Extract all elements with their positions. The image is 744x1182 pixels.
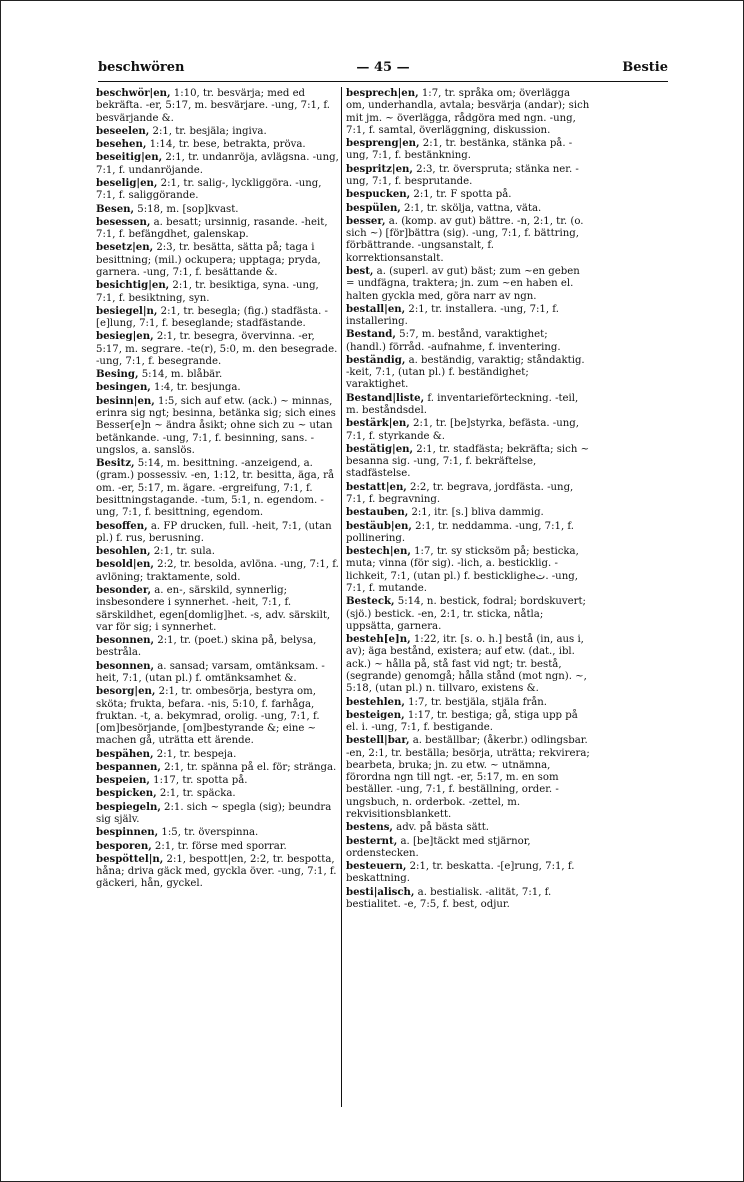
dictionary-entry	[346, 860, 590, 886]
page-number: — 45 —	[356, 60, 410, 75]
entry-headword: bespähen,	[96, 747, 154, 760]
dictionary-entry	[96, 748, 340, 761]
dictionary-entry	[96, 151, 340, 177]
entry-headword: besetz|en,	[96, 241, 154, 254]
entry-definition: 2:1, tr. sula.	[150, 546, 215, 558]
header-rule	[98, 81, 668, 82]
entry-headword: bespreng|en,	[346, 137, 420, 150]
entry-definition: 1:5, sich auf etw. (ack.) ~ minnas, erinra sig ngt; besinna, betänka sig; sich eines Besser[e]n ~ ändra åsikt; ohne sich zu ~ utan betänkande. -ung, 7:1, f. besinning, sans. -ungslos, a. sanslös.	[96, 395, 336, 456]
entry-definition: 2:3, tr. överspruta; stänka ner. -ung, 7:1, f. besprutande.	[346, 163, 579, 187]
entry-definition: 1:4, tr. besjunga.	[150, 382, 241, 394]
entry-definition: 5:14, n. bestick, fodral; bordskuvert; (sjö.) bestick. -en, 2:1, tr. sticka, nåtla; uppsätta, garnera.	[346, 596, 586, 632]
entry-headword: beseitig|en,	[96, 151, 163, 164]
entry-definition: a. en-, särskild, synnerlig; insbesondere i synnerhet. -heit, 7:1, f. särskildhet, egen[domlig]het. -s, adv. särskilt, var för sig; i synnerhet.	[96, 584, 331, 633]
dictionary-entry	[96, 520, 340, 546]
entry-headword: beselig|en,	[96, 176, 158, 189]
entry-headword: besold|en,	[96, 558, 154, 571]
entry-headword: Besitz,	[96, 457, 135, 470]
entry-headword: Besing,	[96, 368, 139, 381]
entry-headword: Besen,	[96, 202, 135, 215]
dictionary-entry	[96, 395, 340, 457]
dictionary-entry	[346, 163, 590, 189]
entry-headword: bespeien,	[96, 774, 150, 787]
entry-headword: bestauben,	[346, 506, 409, 519]
entry-definition: 1:10, tr. besvärja; med ed bekräfta. -er, 5:17, m. besvärjare. -ung, 7:1, f. besvärjande &.	[96, 88, 330, 124]
entry-definition: 2:1, tr. F spotta på.	[410, 189, 512, 201]
entry-definition: 2:1, itr. [s.] bliva dammig.	[408, 507, 544, 519]
entry-headword: besessen,	[96, 215, 151, 228]
header-left-guideword: beschwören	[98, 60, 185, 75]
dictionary-entry	[346, 709, 590, 735]
entry-headword: bespöttel|n,	[96, 852, 164, 865]
entry-definition: 5:7, m. bestånd, varaktighet; (handl.) förråd. -aufnahme, f. inventering.	[346, 329, 561, 353]
entry-definition: 2:1, tr. skölja, vattna, väta.	[400, 202, 542, 214]
entry-definition: 2:1, tr. neddamma. -ung, 7:1, f. pollinering.	[346, 520, 575, 544]
entry-definition: a. besatt; ursinnig, rasande. -heit, 7:1, f. befängdhet, galenskap.	[96, 216, 328, 241]
entry-definition: a. beställbar; (åkerbr.) odlingsbar. -en, 2:1, tr. beställa; besörja, uträtta; rekvirera; bearbeta, bruka; jn. zu etw. ~ utnämna, förordna ngn till ngt. -er, 5:17, m. en som beställer. -ung, 7:1, f. beställning, order. -ungsbuch, n. orderbok. -zettel, m. rekvisitionsblankett.	[346, 735, 590, 821]
dictionary-entry	[346, 354, 590, 392]
entry-headword: beseelen,	[96, 124, 150, 137]
entry-headword: beschwör|en,	[96, 87, 171, 99]
dictionary-entry	[96, 241, 340, 279]
dictionary-entry	[96, 381, 340, 394]
entry-headword: bestech|en,	[346, 545, 411, 558]
entry-definition: 2:1, tr. installera. -ung, 7:1, f. installering.	[346, 303, 559, 328]
entry-headword: besieg|en,	[96, 330, 154, 343]
entry-definition: 1:17, tr. bestiga; gå, stiga upp på el. i. -ung, 7:1, f. bestigande.	[346, 709, 578, 734]
dictionary-entry	[346, 137, 590, 163]
entry-definition: 5:18, m. [sop]kvast.	[134, 203, 239, 215]
dictionary-entry	[346, 392, 590, 418]
dictionary-entry	[346, 481, 590, 507]
entry-headword: besonder,	[96, 583, 151, 596]
entry-definition: 5:14, m. besittning. -anzeigend, a. (gram.) possessiv. -en, 1:12, tr. besitta, äga, rå om. -er, 5:17, m. ägare. -ergreifung, 7:1, f. besittningstagande. -tum, 5:1, n. egendom. -ung, 7:1, f. besittning, egendom.	[96, 458, 335, 519]
entry-headword: besonnen,	[96, 634, 155, 647]
entry-headword: besichtig|en,	[96, 279, 170, 292]
dictionary-entry	[96, 685, 340, 747]
dictionary-entry	[96, 545, 340, 558]
right-column	[346, 87, 590, 911]
entry-headword: besoffen,	[96, 519, 148, 532]
dictionary-entry	[96, 660, 340, 686]
entry-definition: 2:1, tr. salig-, lyckliggöra. -ung, 7:1, f. saliggörande.	[96, 177, 322, 202]
entry-definition: 2:1, tr. beskatta. -[e]rung, 7:1, f. beskattning.	[346, 861, 575, 885]
dictionary-entry	[96, 853, 340, 891]
entry-headword: besinn|en,	[96, 394, 155, 407]
dictionary-entry	[96, 840, 340, 853]
entry-headword: besteuern,	[346, 860, 407, 873]
entry-headword: besternt,	[346, 834, 398, 847]
entry-definition: 1:7, tr. bestjäla, stjäla från.	[404, 696, 547, 708]
entry-headword: bespucken,	[346, 188, 411, 201]
dictionary-entry	[346, 215, 590, 265]
dictionary-entry	[346, 417, 590, 443]
dictionary-entry	[96, 279, 340, 305]
entry-headword: besorg|en,	[96, 685, 156, 698]
entry-definition: adv. på bästa sätt.	[392, 822, 489, 834]
entry-headword: bespülen,	[346, 201, 401, 214]
column-divider	[341, 87, 342, 1107]
entry-definition: 2:1, tr. stadfästa; bekräfta; sich ~ besanna sig. -ung, 7:1, f. bekräftelse, stadfästelse.	[346, 443, 590, 480]
entry-definition: 2:1, tr. besiktiga, syna. -ung, 7:1, f. besiktning, syn.	[96, 280, 319, 304]
entry-definition: 2:1, tr. besegra, övervinna. -er, 5:17, m. segrare. -te(r), 5:0, m. den besegrade. -ung, 7:1, f. besegrande.	[96, 331, 338, 367]
entry-headword: besiegel|n,	[96, 304, 158, 317]
entry-definition: 1:5, tr. överspinna.	[158, 827, 259, 839]
dictionary-entry	[346, 633, 590, 695]
entry-headword: besteh[e]n,	[346, 633, 411, 646]
entry-definition: a. (komp. av gut) bättre. -n, 2:1, tr. (o. sich ~) [för]bättra (sig). -ung, 7:1, f. bättring, förbättrande. -ungsanstalt, f. korrektionsanstalt.	[346, 215, 584, 264]
entry-definition: a. FP drucken, full. -heit, 7:1, (utan pl.) f. rus, berusning.	[96, 520, 332, 544]
entry-definition: 2:1, bespott|en, 2:2, tr. bespotta, håna; driva gäck med, gyckla över. -ung, 7:1, f. gäckeri, hån, gyckel.	[96, 853, 337, 890]
dictionary-entry	[346, 520, 590, 546]
dictionary-entry	[96, 774, 340, 787]
dictionary-entry	[96, 761, 340, 774]
entry-definition: a. [be]täckt med stjärnor, ordenstecken.	[346, 835, 531, 859]
entry-headword: besti|alisch,	[346, 885, 415, 898]
dictionary-entry	[346, 886, 590, 912]
entry-headword: Besteck,	[346, 595, 395, 608]
dictionary-entry	[346, 696, 590, 709]
entry-headword: bestens,	[346, 821, 393, 834]
entry-headword: besteigen,	[346, 708, 405, 721]
dictionary-entry	[96, 584, 340, 634]
entry-definition: 2:1, tr. förse med sporrar.	[151, 840, 287, 852]
dictionary-entry	[96, 787, 340, 800]
entry-definition: 2:2, tr. begrava, jordfästa. -ung, 7:1, f. begravning.	[346, 481, 574, 505]
dictionary-entry	[96, 138, 340, 151]
entry-definition: 2:3, tr. besätta, sätta på; taga i besittning; (mil.) ockupera; upptaga; pryda, garnera. -ung, 7:1, f. besättande &.	[96, 242, 321, 278]
entry-definition: a. (superl. av gut) bäst; zum ~en geben = undfägna, traktera; jn. zum ~en haben el. halten gyckla med, göra narr av ngn.	[346, 265, 580, 302]
entry-headword: besporen,	[96, 839, 152, 852]
entry-headword: besehen,	[96, 138, 147, 151]
dictionary-entry	[96, 305, 340, 331]
entry-headword: besprech|en,	[346, 87, 419, 99]
entry-headword: bestätig|en,	[346, 442, 414, 455]
entry-headword: bestäub|en,	[346, 519, 412, 532]
dictionary-entry	[346, 265, 590, 303]
entry-definition: 2:1. sich ~ spegla (sig); beundra sig själv.	[96, 801, 332, 826]
dictionary-entry	[346, 821, 590, 834]
entry-definition: 1:14, tr. bese, betrakta, pröva.	[146, 139, 306, 151]
dictionary-entry	[346, 303, 590, 329]
dictionary-entry	[346, 87, 590, 137]
entry-headword: bespiegeln,	[96, 800, 161, 813]
entry-definition: a. sansad; varsam, omtänksam. -heit, 7:1, (utan pl.) f. omtänksamhet &.	[96, 660, 325, 684]
entry-definition: 2:1, tr. undanröja, avlägsna. -ung, 7:1, f. undanröjande.	[96, 152, 339, 176]
entry-headword: bestatt|en,	[346, 480, 407, 493]
dictionary-entry	[96, 826, 340, 839]
entry-definition: 2:1, tr. [be]styrka, befästa. -ung, 7:1, f. styrkande &.	[346, 418, 579, 442]
entry-headword: bestell|bar,	[346, 734, 410, 747]
dictionary-entry	[96, 330, 340, 368]
dictionary-entry	[96, 216, 340, 242]
dictionary-entry	[96, 457, 340, 519]
dictionary-entry	[96, 558, 340, 584]
entry-definition: 2:1, tr. bestänka, stänka på. -ung, 7:1, f. bestänkning.	[346, 138, 573, 162]
dictionary-entry	[346, 328, 590, 354]
entry-definition: 2:1, tr. besjäla; ingiva.	[149, 125, 267, 137]
dictionary-entry	[346, 443, 590, 481]
entry-headword: bespinnen,	[96, 826, 159, 839]
entry-definition: 1:7, tr. språka om; överlägga om, underhandla, avtala; besvärja (andar); sich mit jm. ~ överlägga, rådgöra med ngn. -ung, 7:1, f. samtal, överläggning, diskussion.	[346, 88, 590, 136]
entry-definition: a. bestialisk. -alität, 7:1, f. bestialitet. -e, 7:5, f. best, odjur.	[346, 886, 552, 910]
dictionary-entry	[346, 734, 590, 821]
dictionary-entry	[346, 545, 590, 595]
dictionary-entry	[96, 125, 340, 138]
entry-definition: f. inventarieförteckning. -teil, m. beståndsdel.	[346, 392, 579, 417]
dictionary-entry	[96, 87, 340, 125]
entry-headword: besonnen,	[96, 659, 155, 672]
entry-definition: 2:1, tr. besegla; (fig.) stadfästa. -[e]lung, 7:1, f. beseglande; stadfästande.	[96, 305, 328, 330]
entry-headword: bestall|en,	[346, 302, 406, 315]
header-right-guideword: Bestie	[622, 60, 668, 75]
entry-headword: besingen,	[96, 381, 151, 394]
dictionary-entry	[96, 203, 340, 216]
entry-definition: 2:2, tr. besolda, avlöna. -ung, 7:1, f. avlöning; traktamente, sold.	[96, 559, 339, 583]
entry-headword: Bestand,	[346, 328, 396, 341]
entry-definition: 5:14, m. blåbär.	[138, 369, 223, 381]
entry-definition: 1:17, tr. spotta på.	[149, 775, 248, 787]
entry-definition: 2:1, tr. ombesörja, bestyra om, sköta; frukta, befara. -nis, 5:10, f. farhåga, fruktan. -t, a. bekymrad, orolig. -ung, 7:1, f. [om]besörjande, [om]bestyrande &; eine ~ machen gå, uträtta ett ärende.	[96, 686, 320, 747]
dictionary-entry	[346, 188, 590, 201]
entry-headword: beständig,	[346, 353, 406, 366]
dictionary-entry	[96, 634, 340, 660]
dictionary-entry	[96, 177, 340, 203]
entry-definition: 1:22, itr. [s. o. h.] bestå (in, aus i, av); äga bestånd, existera; auf etw. (dat., ibl. ack.) ~ hålla på, stå fast vid ngt; tr. bestå, (segrande) genomgå; hålla stånd (mot ngn). ~, 5:18, (utan pl.) n. tillvaro, existens &.	[346, 634, 587, 695]
page-header	[98, 60, 668, 82]
entry-definition: 2:1, tr. (poet.) skina på, belysa, bestråla.	[96, 635, 317, 659]
entry-headword: bestärk|en,	[346, 417, 410, 430]
entry-headword: bespicken,	[96, 787, 157, 800]
entry-headword: Bestand|liste,	[346, 391, 425, 404]
entry-definition: 2:1, tr. bespeja.	[153, 748, 237, 760]
entry-headword: bespritz|en,	[346, 162, 413, 175]
entry-headword: best,	[346, 264, 374, 277]
entry-headword: bestehlen,	[346, 695, 405, 708]
dictionary-entry	[346, 595, 590, 633]
left-column	[96, 87, 340, 891]
entry-headword: besohlen,	[96, 545, 151, 558]
entry-definition: a. beständig, varaktig; ståndaktig. -keit, 7:1, (utan pl.) f. beständighet; varaktighet.	[346, 354, 585, 391]
dictionary-entry	[346, 835, 590, 861]
dictionary-entry	[96, 368, 340, 381]
entry-definition: 2:1, tr. spänna på el. för; stränga.	[160, 761, 337, 773]
dictionary-entry	[346, 202, 590, 215]
entry-definition: 1:7, tr. sy sticksöm på; besticka, muta; vinna (för sig). -lich, a. besticklig. -lichkeit, 7:1, (utan pl.) f. bestickligheت. -ung, 7:1, f. mutande.	[346, 546, 579, 594]
dictionary-entry	[346, 506, 590, 519]
entry-definition: 2:1, tr. späcka.	[156, 788, 236, 800]
entry-headword: bespannen,	[96, 760, 161, 773]
dictionary-entry	[96, 801, 340, 827]
entry-headword: besser,	[346, 214, 386, 227]
